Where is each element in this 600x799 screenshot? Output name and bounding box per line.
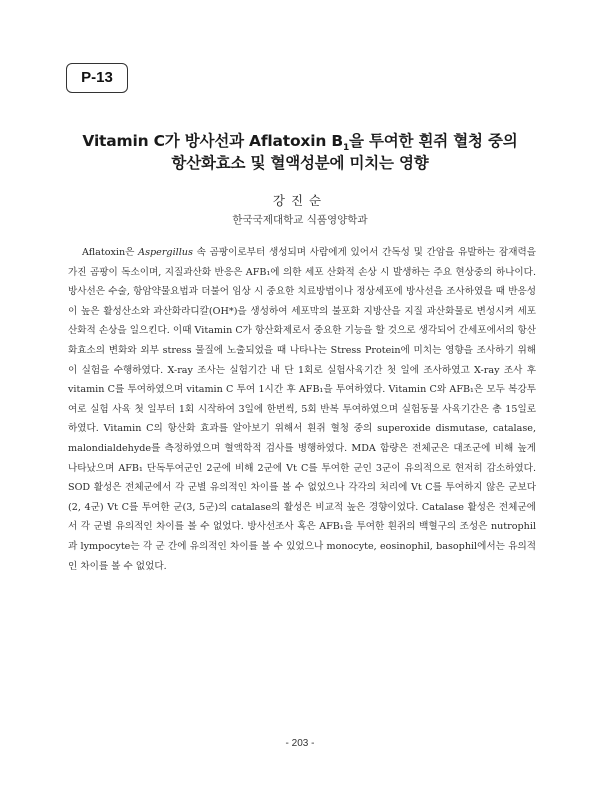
abstract-text: 은 Aspergillus 속 곰팡이로부터 생성되며 사람에게 있어서 간독성 및 간암을 유발하는 잠재력을 가진 곰팡이 독소이며, 지질과산화 반응은 AFB₁에 의한 세포 산화적 손상 시 발생하는 주요 현상중의 하나이다. 방사선은 수술, 항암약물요법과 더불어 임상 시 중요한 치료방법이나 정상세포에 방사선을 조사하였을 때 반응성이 높은 활성산소와 과산화라디칼(OH*)을 생성하여 세포막의 불포화 지방산을 지질 과산화물로 변성시켜 세포 산화적 손상을 일으킨다. 이때 Vitamin C가 항산화제로서 중요한 기능을 할 것으로 생각되어 간세포에서의 항산화효소의 변화와 외부 stress 물질에 노출되었을 때 나타나는 Stress Protein에 미치는 영향을 조사하기 위해 이 실험을 수행하였다. X-ray 조사는 실험기간 내 단 1회로 실험사육기간 첫 일에 조사하였고 X-ray 조사 후 vitamin C를 투여하였으며 vitamin C 투여 1시간 후 AFB₁을 투여하였다. Vitamin C와 AFB₁은 모두 복강투여로 실험 사육 첫 일부터 1회 시작하여 3일에 한번씩, 5회 반복 투여하였으며 실험동물 사육기간은 총 15일로 하였다. Vitamin C의 항산화 효과를 알아보기 위해서 흰쥐 혈청 중의 superoxide dismutase, catalase, malondialdehyde를 측정하였으며 혈액학적 검사를 병행하였다. MDA 함량은 전체군은 대조군에 비해 높게 나타났으며 AFB₁ 단독투여군인 2군에 비해 2군에 Vt C를 투여한 군인 3군이 유의적으로 현저히 감소하였다. SOD 활성은 전체군에서 각 군별 유의적인 차이를 볼 수 없었으나 각각의 처리에 Vt C를 투여하지 않은 군보다(2, 4군) Vt C를 투여한 군(3, 5군)의 catalase의 활성은 비교적 높은 경향이었다. Catalase 활성은 전체군에서 각 군별 유의적인 차이를 볼 수 없었다. 방사선조사 혹은 AFB₁을 투여한 흰쥐의 백혈구의 조성은 nutrophil과 lympocyte는 각 군 간에 유의적인 차이를 볼 수 있었으나 monocyte, eosinophil, basophil에서는 유의적인 차이를 볼 수 없었다. [68, 247, 536, 572]
abstract-lead-word: Aflatoxin [82, 247, 126, 258]
abstract-paragraph [68, 243, 536, 576]
abstract-body [68, 243, 536, 576]
page-number: - 203 - [285, 738, 315, 749]
poster-number-badge: P-13 [66, 63, 128, 93]
title-line-1: Vitamin C가 방사선과 Aflatoxin $B_1$을 투여한 흰쥐 혈청 중의 [82, 132, 518, 154]
author-affiliation: 한국국제대학교 식품영양학과 [232, 214, 368, 226]
genus-italic: Aspergillus [138, 247, 193, 258]
title-line-2: 항산화효소 및 혈액성분에 미치는 영향 [171, 154, 429, 172]
author-name: 강진순 [272, 193, 328, 208]
